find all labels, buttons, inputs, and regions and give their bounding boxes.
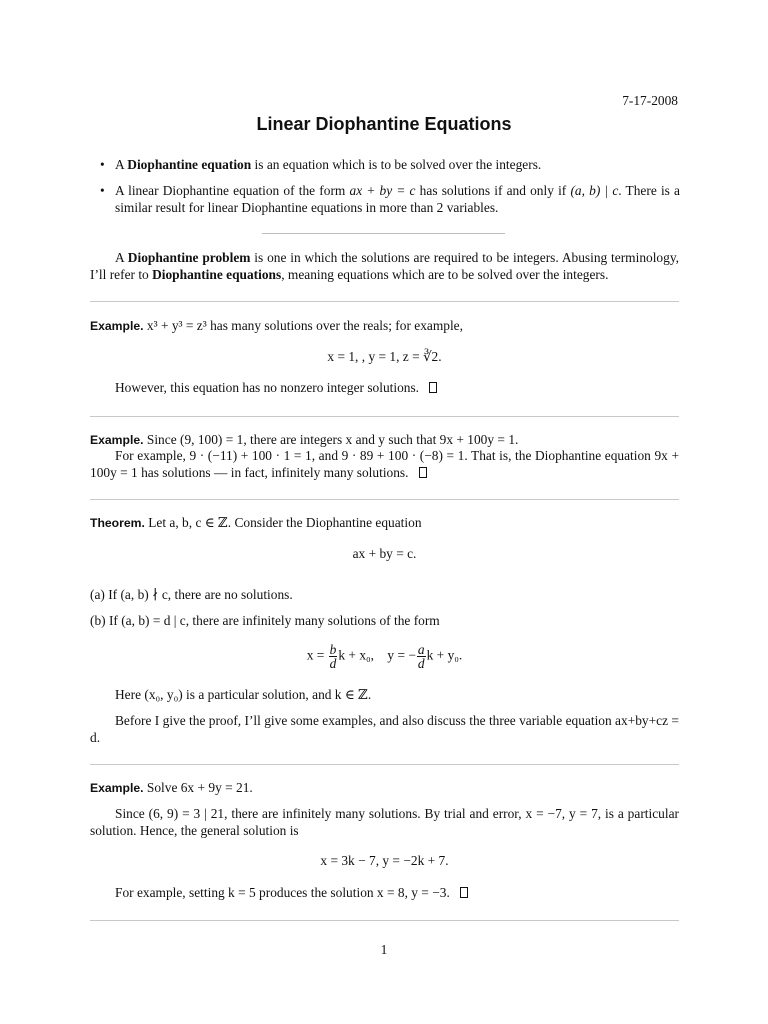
qed-icon: [460, 887, 468, 898]
bullet-dot-icon: •: [100, 157, 105, 172]
bullet-text: A linear Diophantine equation of the form: [115, 183, 350, 198]
math: (a, b) | c: [570, 183, 619, 198]
theorem-label: Theorem.: [90, 516, 145, 530]
example-label: Example.: [90, 433, 144, 447]
example-text: Solve 6x + 9y = 21.: [146, 780, 253, 795]
theorem-note: Here (x₀, y₀) is a particular solution, and k ∈ ℤ.: [115, 687, 372, 702]
example-label: Example.: [90, 781, 144, 795]
example-3: [90, 779, 679, 797]
intro-paragraph: A Diophantine problem is one in which the solutions are required to be integers. Abusing terminology, I’ll refer to Diophantine equations, meaning equations which are to be solved over the integers.: [90, 250, 679, 282]
theorem-remark: Before I give the proof, I’ll give some examples, and also discuss the three variable equation ax+by+cz = d.: [90, 713, 679, 745]
divider: [90, 499, 679, 500]
fraction-numerator: b: [329, 642, 337, 657]
display-equation: ax + by = c.: [352, 546, 417, 561]
example-conclusion: For example, setting k = 5 produces the solution x = 8, y = −3.: [90, 884, 679, 901]
fraction-denominator: d: [417, 656, 425, 671]
bullet-text: has solutions if and only if: [415, 183, 571, 198]
display-equation: x = 3k − 7, y = −2k + 7.: [320, 853, 449, 868]
divider: [90, 301, 679, 302]
qed-icon: [429, 382, 437, 393]
divider: [90, 764, 679, 765]
bullet-text: is an equation which is to be solved over the integers.: [251, 157, 542, 172]
example-1: [90, 317, 679, 335]
bullet-text: . There is a similar result for linear Diophantine equations in more than 2 variables.: [115, 183, 680, 215]
term: Diophantine problem: [127, 250, 251, 265]
example-conclusion: However, this equation has no nonzero integer solutions.: [90, 379, 679, 396]
theorem-case-b: (b) If (a, b) = d | c, there are infinitely many solutions of the form: [90, 613, 440, 628]
bullet-text: A: [115, 157, 128, 172]
page-number: 1: [380, 942, 388, 957]
divider: [90, 416, 679, 417]
page-title: Linear Diophantine Equations: [256, 114, 512, 134]
bullet-dot-icon: •: [100, 183, 105, 198]
theorem-text: Let a, b, c ∈ ℤ. Consider the Diophantine equation: [148, 515, 422, 530]
display-equation-fractions: x = $\frac{b}{d}$ k + x₀, y = − $\frac{a}{d}$ k + y₀.: [306, 642, 463, 671]
example-text: x³ + y³ = z³ has many solutions over the reals; for example,: [146, 318, 463, 333]
divider: [90, 920, 679, 921]
math: ax + by = c: [349, 183, 416, 198]
fraction-denominator: d: [329, 656, 337, 671]
example-text: Since (9, 100) = 1, there are integers x and y such that 9x + 100y = 1.: [146, 432, 519, 447]
divider: [262, 233, 505, 234]
date: 7-17-2008: [622, 93, 678, 108]
fraction-numerator: a: [417, 642, 425, 657]
qed-icon: [419, 467, 427, 478]
theorem-case-a: (a) If (a, b) ∤ c, there are no solutions.: [90, 587, 293, 602]
example-3-body: Since (6, 9) = 3 | 21, there are infinitely many solutions. By trial and error, x = −7, y = 7, is a particular solution. Hence, the general solution is: [90, 806, 679, 838]
example-label: Example.: [90, 319, 144, 333]
term: Diophantine equations: [152, 267, 282, 282]
display-equation: x = 1, , y = 1, z = ∛2.: [327, 349, 442, 364]
theorem: [90, 514, 679, 532]
bullet-item: [90, 156, 680, 173]
example-2-body: For example, 9 · (−11) + 100 · 1 = 1, and 9 · 89 + 100 · (−8) = 1. That is, the Diophantine equation 9x + 100y = 1 has solutions — in fact, infinitely many solutions.: [90, 448, 679, 480]
bullet-term: Diophantine equation: [127, 157, 252, 172]
bullet-item: [90, 182, 680, 216]
